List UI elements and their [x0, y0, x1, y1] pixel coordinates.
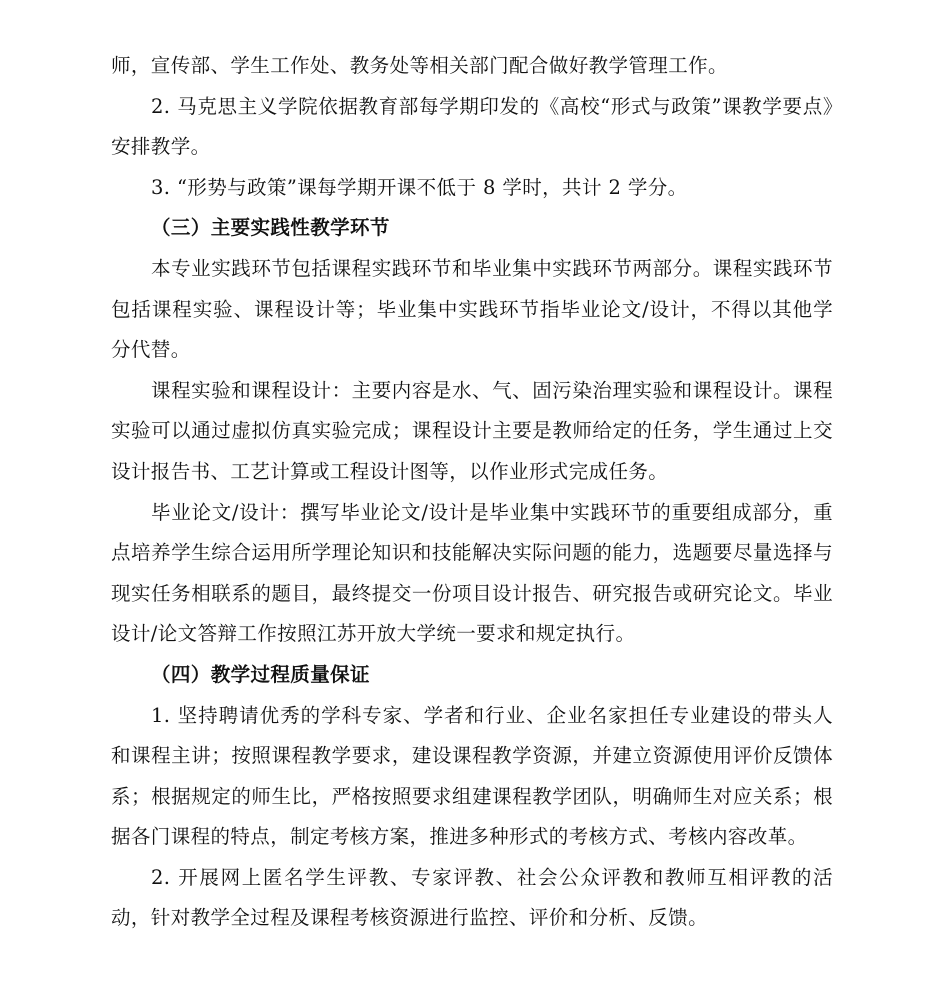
paragraph-continuation: 师，宣传部、学生工作处、教务处等相关部门配合做好教学管理工作。 [111, 54, 728, 77]
paragraph-graduation-thesis: 毕业论文/设计：撰写毕业论文/设计是毕业集中实践环节的重要组成部分，重点培养学生综合运用所学理论知识和技能解决实际问题的能力，选题要尽量选择与现实任务相联系的题目，最终提交一份项目设计报告、研究报告或研究论文。毕业设计/论文答辩工作按照江苏开放大学统一要求和规定执行。 [111, 500, 833, 646]
document-page [111, 46, 833, 939]
paragraph-course-experiment: 课程实验和课程设计：主要内容是水、气、固污染治理实验和课程设计。课程实验可以通过虚拟仿真实验完成；课程设计主要是教师给定的任务，学生通过上交设计报告书、工艺计算或工程设计图等，以作业形式完成任务。 [111, 378, 833, 483]
paragraph-item-2: 2. 马克思主义学院依据教育部每学期印发的《高校“形式与政策”课教学要点》安排教学。 [111, 94, 833, 159]
section-heading-practice: （三）主要实践性教学环节 [151, 216, 390, 240]
paragraph-quality-item-1: 1. 坚持聘请优秀的学科专家、学者和行业、企业名家担任专业建设的带头人和课程主讲；按照课程教学要求，建设课程教学资源，并建立资源使用评价反馈体系；根据规定的师生比，严格按照要求组建课程教学团队，明确师生对应关系；根据各门课程的特点，制定考核方案，推进多种形式的考核方式、考核内容改革。 [111, 703, 833, 849]
section-heading-quality: （四）教学过程质量保证 [151, 662, 370, 686]
paragraph-practice-overview: 本专业实践环节包括课程实践环节和毕业集中实践环节两部分。课程实践环节包括课程实验、课程设计等；毕业集中实践环节指毕业论文/设计，不得以其他学分代替。 [111, 256, 833, 362]
paragraph-item-3: 3. “形势与政策”课每学期开课不低于 8 学时，共计 2 学分。 [151, 175, 688, 199]
paragraph-quality-item-2: 2. 开展网上匿名学生评教、专家评教、社会公众评教和教师互相评教的活动，针对教学全过程及课程考核资源进行监控、评价和分析、反馈。 [111, 865, 833, 930]
